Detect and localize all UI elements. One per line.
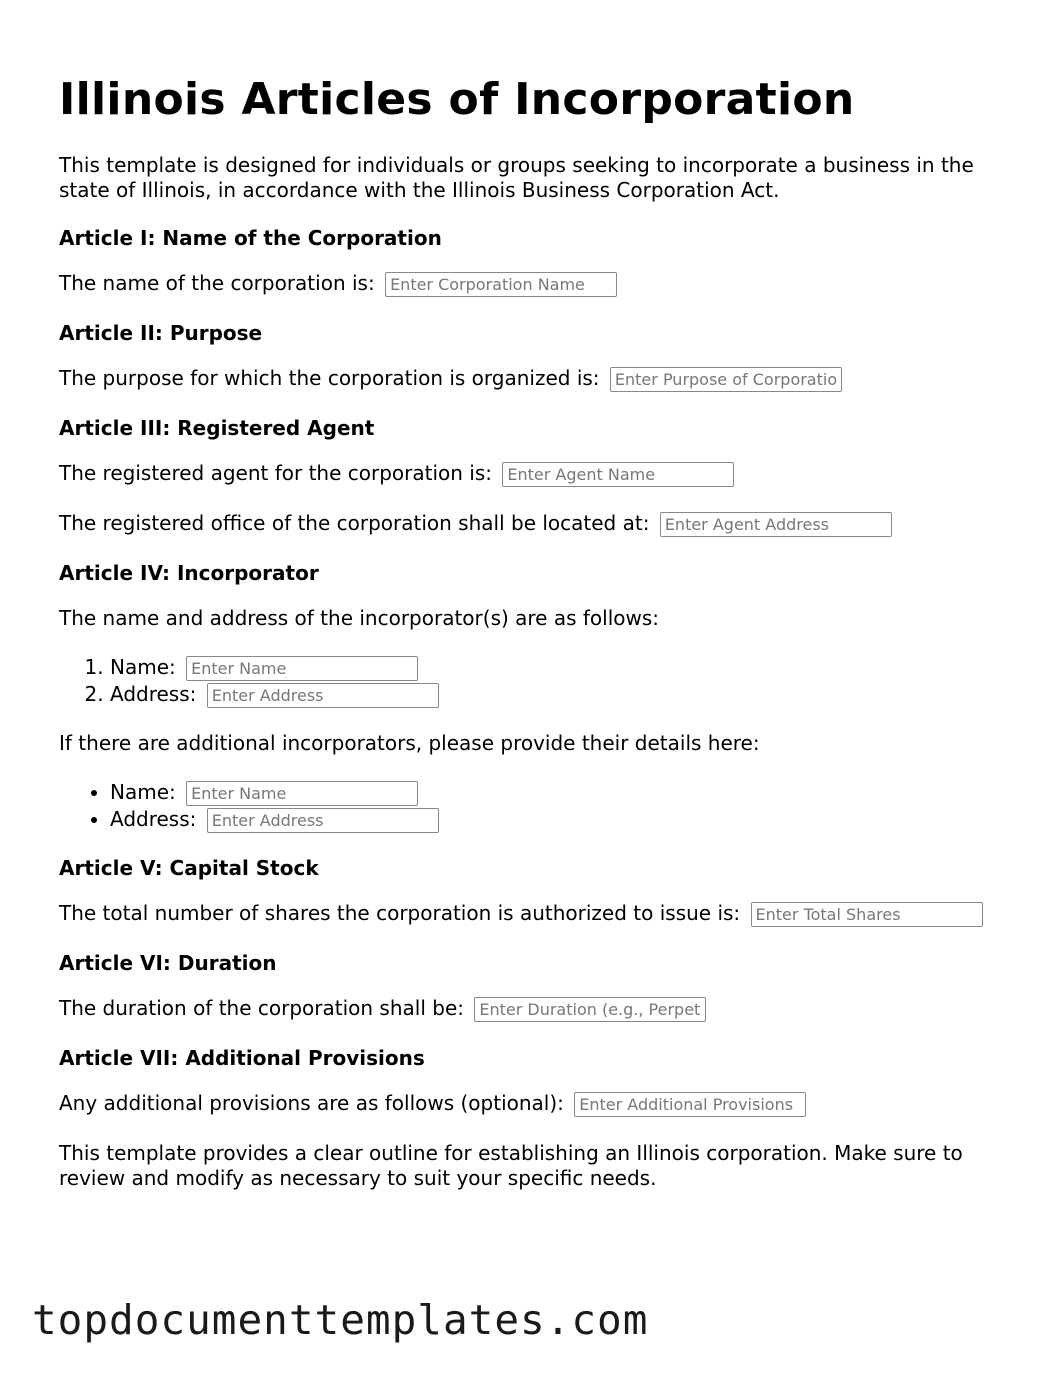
additional-address-input[interactable] (207, 808, 439, 833)
page-title: Illinois Articles of Incorporation (59, 74, 855, 125)
corporation-name-label: The name of the corporation is: (59, 271, 375, 295)
duration-label: The duration of the corporation shall be: (59, 996, 464, 1020)
article-1-row (59, 271, 1009, 297)
incorporator-intro: The name and address of the incorporator(s) are as follows: (59, 606, 660, 630)
article-2-heading: Article II: Purpose (59, 321, 263, 345)
agent-address-label: The registered office of the corporation shall be located at: (59, 511, 650, 535)
incorporator-list (59, 654, 1009, 708)
list-item (110, 779, 1009, 806)
list-item (110, 654, 1009, 681)
additional-provisions-input[interactable] (574, 1092, 806, 1117)
incorporator-address-input[interactable] (207, 683, 439, 708)
additional-name-input[interactable] (186, 781, 418, 806)
article-5-heading: Article V: Capital Stock (59, 856, 319, 880)
agent-name-label: The registered agent for the corporation is: (59, 461, 493, 485)
article-1-heading: Article I: Name of the Corporation (59, 226, 442, 250)
incorporator-address-label: Address: (110, 682, 197, 706)
agent-address-input[interactable] (660, 512, 892, 537)
purpose-label: The purpose for which the corporation is organized is: (59, 366, 600, 390)
corporation-name-input[interactable] (385, 272, 617, 297)
additional-incorporator-list (59, 779, 1009, 833)
intro-paragraph: This template is designed for individuals or groups seeking to incorporate a business in the state of Illinois, in accordance with the Illinois Business Corporation Act. (59, 153, 974, 202)
article-5-row (59, 901, 1009, 927)
article-7-row (59, 1091, 1009, 1117)
office-row (59, 511, 1009, 537)
total-shares-label: The total number of shares the corporation is authorized to issue is: (59, 901, 741, 925)
incorporator-name-label: Name: (110, 655, 176, 679)
purpose-input[interactable] (610, 367, 842, 392)
agent-row (59, 461, 1009, 487)
additional-address-label: Address: (110, 807, 197, 831)
article-7-heading: Article VII: Additional Provisions (59, 1046, 425, 1070)
site-watermark: topdocumenttemplates.com (32, 1296, 649, 1344)
additional-name-label: Name: (110, 780, 176, 804)
article-2-row (59, 366, 1009, 392)
document-body (59, 74, 1009, 1214)
agent-name-input[interactable] (502, 462, 734, 487)
additional-incorporators-intro: If there are additional incorporators, please provide their details here: (59, 731, 760, 755)
article-6-row (59, 996, 1009, 1022)
list-item (110, 806, 1009, 833)
additional-provisions-label: Any additional provisions are as follows (optional): (59, 1091, 564, 1115)
duration-input[interactable] (474, 997, 706, 1022)
article-6-heading: Article VI: Duration (59, 951, 277, 975)
article-3-heading: Article III: Registered Agent (59, 416, 375, 440)
list-item (110, 681, 1009, 708)
total-shares-input[interactable] (751, 902, 983, 927)
incorporator-name-input[interactable] (186, 656, 418, 681)
article-4-heading: Article IV: Incorporator (59, 561, 319, 585)
closing-paragraph: This template provides a clear outline for establishing an Illinois corporation. Make sure to review and modify as necessary to suit your specific needs. (59, 1141, 963, 1190)
